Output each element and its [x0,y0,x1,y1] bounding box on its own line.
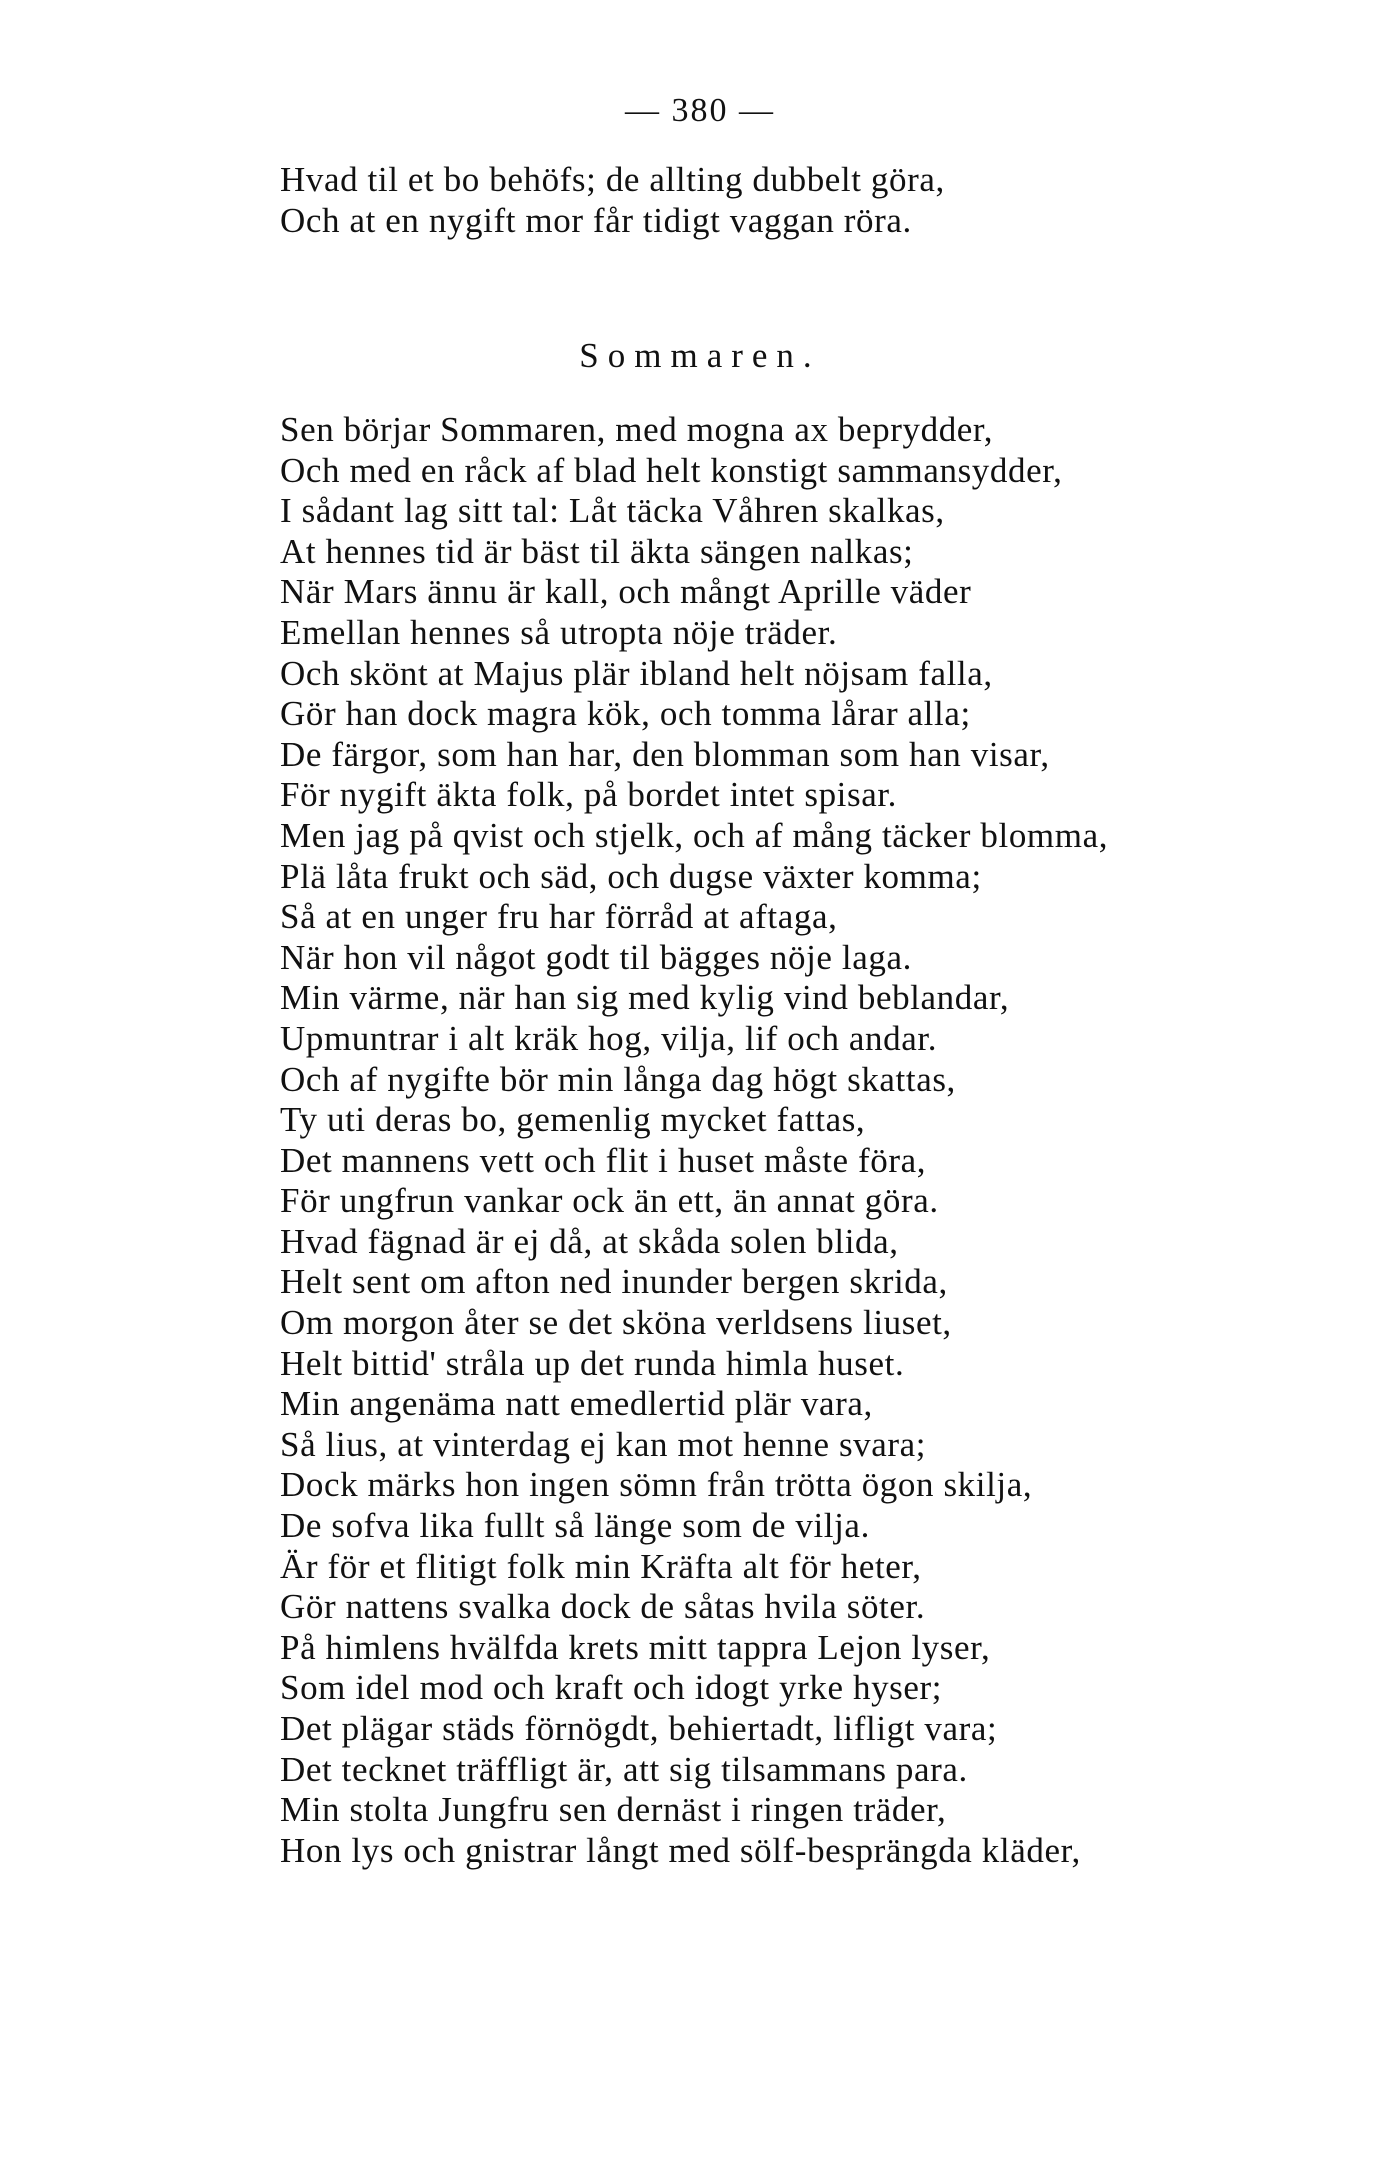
poem-line: Så at en unger fru har förråd at aftaga, [280,897,838,937]
poem-line: Gör nattens svalka dock de såtas hvila söter. [280,1587,926,1627]
poem-line: När Mars ännu är kall, och mångt Aprille väder [280,572,972,612]
poem-line: Är för et flitigt folk min Kräfta alt för heter, [280,1546,922,1586]
poem-line: Det tecknet träffligt är, att sig tilsammans para. [280,1749,968,1789]
poem-line: På himlens hvälfda krets mitt tappra Lejon lyser, [280,1627,991,1667]
poem-line: Hon lys och gnistrar långt med sölf-besprängda kläder, [280,1830,1081,1870]
poem-line: Hvad til et bo behöfs; de allting dubbelt göra, [280,160,945,199]
section-title: Sommaren. [579,336,821,375]
poem-body [280,410,1360,1871]
poem-line: Och at en nygift mor får tidigt vaggan röra. [280,200,912,240]
poem-line: Som idel mod och kraft och idogt yrke hyser; [280,1668,943,1708]
poem-line: Det plägar städs förnögdt, behiertadt, lifligt vara; [280,1709,998,1748]
poem-line: Hvad fägnad är ej då, at skåda solen blida, [280,1221,899,1261]
poem-line: I sådant lag sitt tal: Låt täcka Våhren skalkas, [280,491,945,531]
poem-line: De färgor, som han har, den blomman som han visar, [280,734,1050,774]
poem-line: Men jag på qvist och stjelk, och af mång täcker blomma, [280,815,1109,855]
poem-line: Om morgon åter se det sköna verldsens liuset, [280,1303,952,1343]
poem-line: Och med en råck af blad helt konstigt sammansydder, [280,450,1063,490]
poem-line: För nygift äkta folk, på bordet intet spisar. [280,775,898,815]
poem-line: Gör han dock magra kök, och tomma lårar alla; [280,694,971,734]
poem-line: Ty uti deras bo, gemenlig mycket fattas, [280,1100,866,1140]
poem-line: Helt sent om afton ned inunder bergen skrida, [280,1262,948,1302]
poem-line: För ungfrun vankar ock än ett, än annat göra. [280,1181,939,1221]
poem-line: At hennes tid är bäst til äkta sängen nalkas; [280,531,914,571]
opening-lines [280,160,1340,241]
poem-line: Och skönt at Majus plär ibland helt nöjsam falla, [280,653,993,693]
poem-line: Så lius, at vinterdag ej kan mot henne svara; [280,1424,927,1464]
poem-line: Det mannens vett och flit i huset måste föra, [280,1140,927,1180]
poem-line: Min värme, när han sig med kylig vind beblandar, [280,978,1010,1018]
poem-line: Min angenäma natt emedlertid plär vara, [280,1384,873,1424]
poem-line: Sen börjar Sommaren, med mogna ax beprydder, [280,410,994,449]
page-number: — 380 — [625,92,775,129]
poem-line: Min stolta Jungfru sen dernäst i ringen träder, [280,1790,947,1830]
poem-line: De sofva lika fullt så länge som de vilja. [280,1506,870,1546]
poem-line: Plä låta frukt och säd, och dugse växter komma; [280,856,982,896]
poem-line: Dock märks hon ingen sömn från trötta ögon skilja, [280,1465,1033,1505]
poem-line: Och af nygifte bör min långa dag högt skattas, [280,1059,956,1099]
poem-line: När hon vil något godt til bägges nöje laga. [280,937,912,977]
poem-line: Helt bittid' stråla up det runda himla huset. [280,1343,905,1383]
poem-line: Emellan hennes så utropta nöje träder. [280,612,838,652]
poem-line: Upmuntrar i alt kräk hog, vilja, lif och andar. [280,1018,938,1058]
